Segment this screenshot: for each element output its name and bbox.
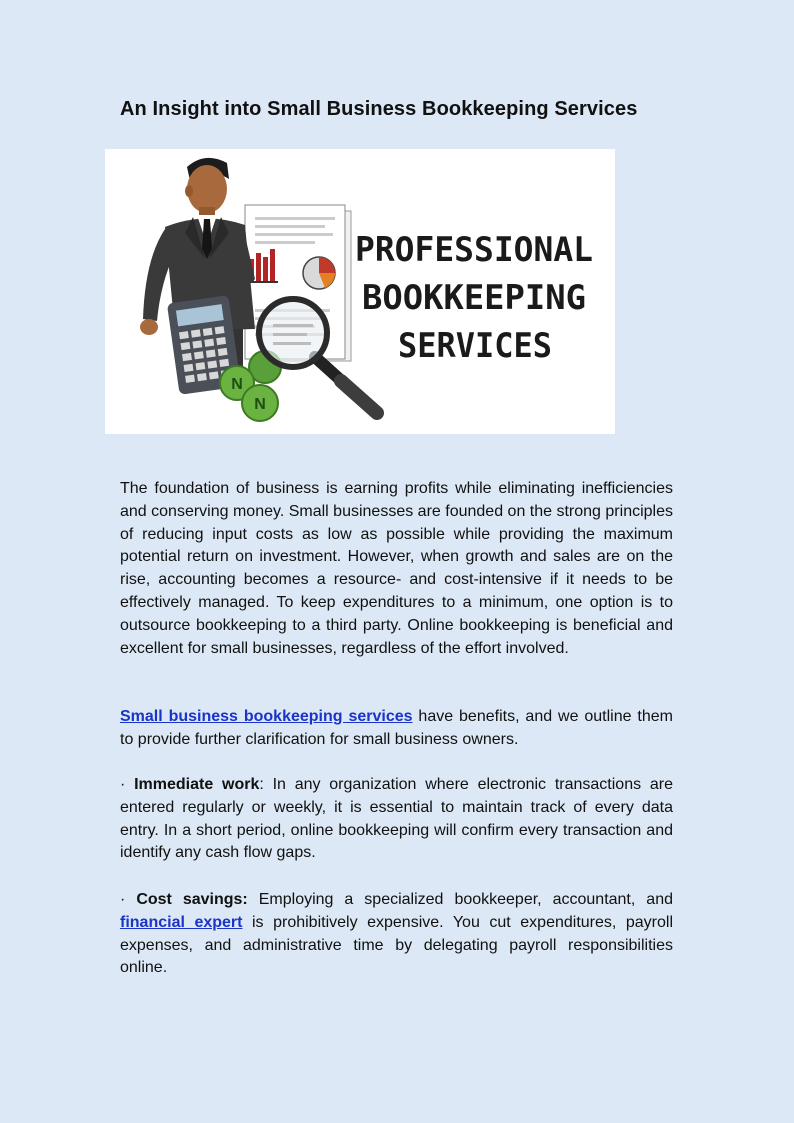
coin-symbol-1: N xyxy=(231,376,243,393)
hero-text-line-1: PROFESSIONAL xyxy=(355,230,593,270)
hero-text xyxy=(355,230,593,366)
coin-symbol-2: N xyxy=(254,396,266,413)
services-paragraph-text: have benefits, and we outline them to provide further clarification for small business owners. xyxy=(120,708,674,748)
bookkeeping-illustration xyxy=(105,149,615,434)
bullet-cost-savings xyxy=(120,889,673,980)
bullet-immediate-work xyxy=(120,774,673,865)
hero-text-line-2: BOOKKEEPING xyxy=(362,278,586,318)
intro-paragraph: The foundation of business is earning profits while eliminating inefficiencies and conserving money. Small businesses are founded on the strong principles of reducing input costs as low as possible while providing the maximum potential return on investment. However, when growth and sales are on the rise, accounting becomes a resource- and cost-intensive if it needs to be effectively managed. To keep expenditures to a minimum, one option is to outsource bookkeeping to a third party. Online bookkeeping is beneficial and excellent for small businesses, regardless of the effort involved. xyxy=(120,480,673,657)
hero-text-line-3: SERVICES xyxy=(398,326,552,366)
bullet-text-cost-savings-2: is prohibitively expensive. You cut expenditures, payroll expenses, and administrative time by delegating payroll responsibilities online. xyxy=(120,913,673,977)
bullet-marker: · xyxy=(120,891,126,908)
bullet-text-immediate-work: : In any organization where electronic transactions are entered regularly or weekly, it is essential to maintain track of every data entry. In a short period, online bookkeeping will confirm every transaction and identify any cash flow gaps. xyxy=(120,776,673,862)
bullet-label-cost-savings: Cost savings: xyxy=(136,891,248,908)
hero-illustration xyxy=(105,149,615,434)
financial-expert-link[interactable]: financial expert xyxy=(120,913,243,931)
bullet-label-immediate-work: Immediate work xyxy=(134,776,260,793)
services-paragraph xyxy=(120,706,673,752)
small-business-bookkeeping-link[interactable]: Small business bookkeeping services xyxy=(120,708,413,725)
bullet-text-cost-savings-1: Employing a specialized bookkeeper, accountant, and xyxy=(247,891,673,908)
page-title: An Insight into Small Business Bookkeeping Services xyxy=(120,98,638,120)
bullet-marker: · xyxy=(120,776,126,793)
